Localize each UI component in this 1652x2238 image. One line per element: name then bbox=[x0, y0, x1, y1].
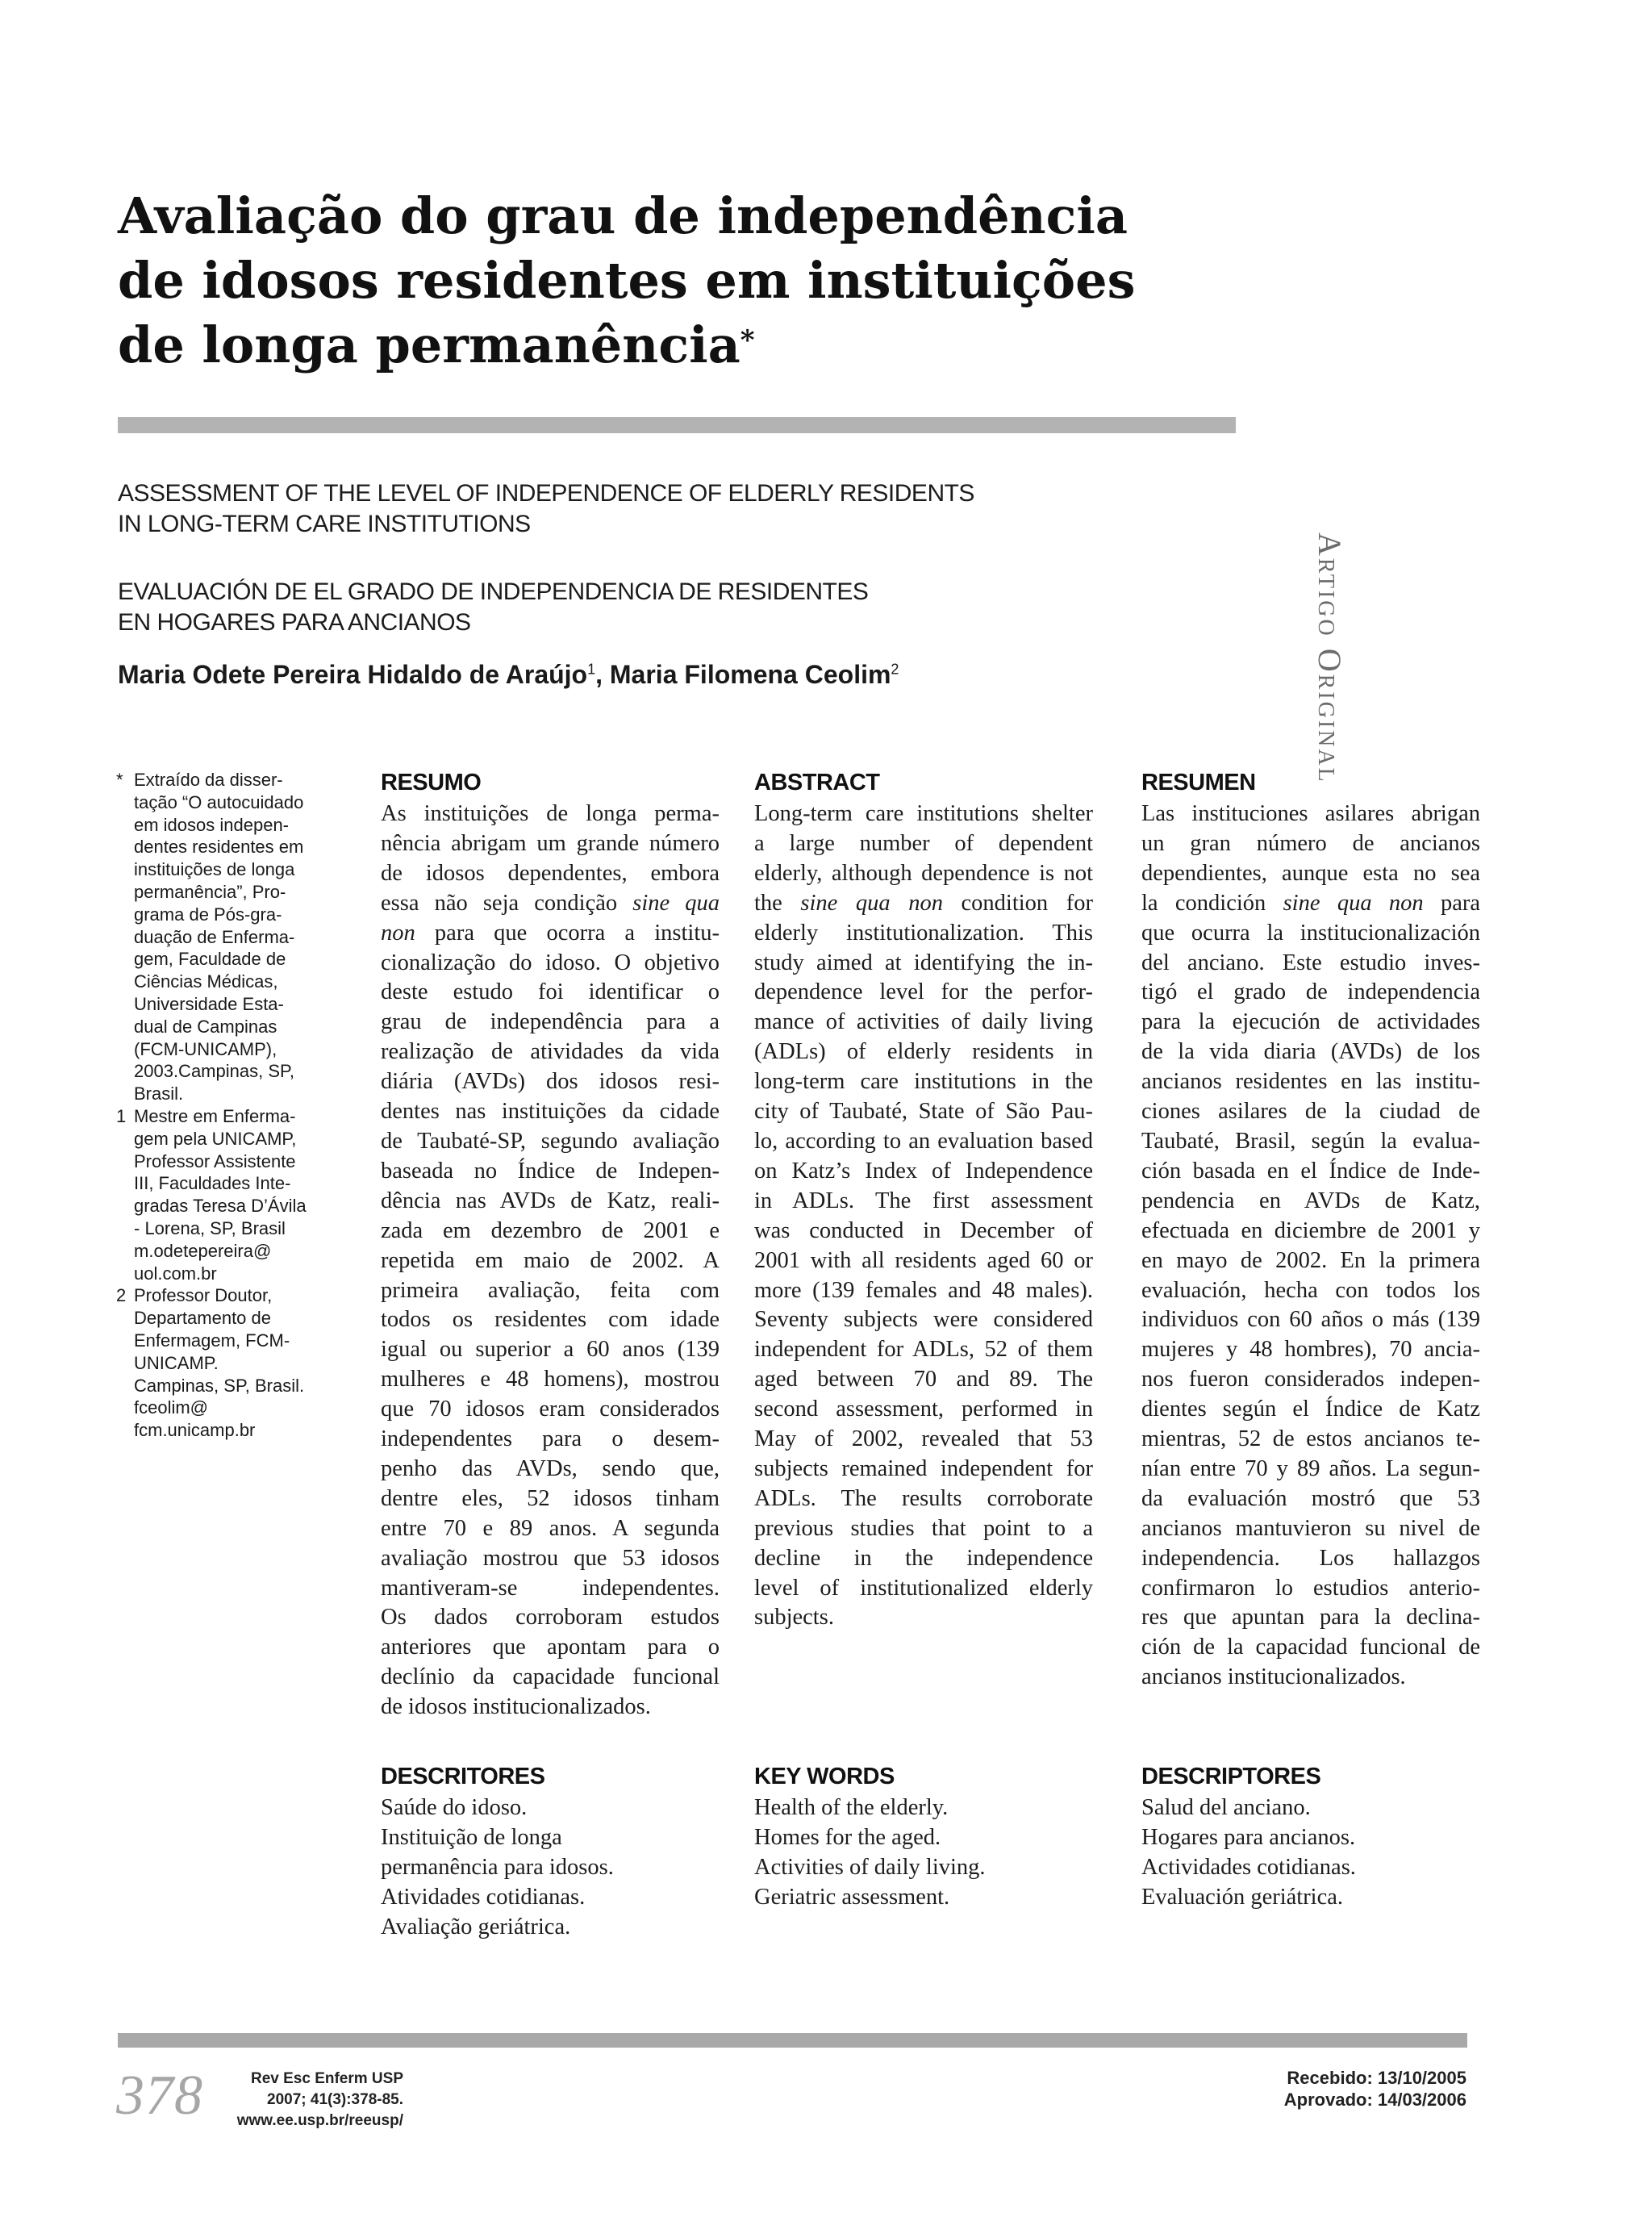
abstract-line: elderly, although dependence is not bbox=[754, 860, 1093, 886]
abstract-line: cionalização do idoso. O objetivo bbox=[381, 950, 720, 975]
subtitle-line: IN LONG-TERM CARE INSTITUTIONS bbox=[118, 511, 531, 537]
journal-url[interactable]: www.ee.usp.br/reeusp/ bbox=[236, 2112, 403, 2129]
abstract-line: previous studies that point to a bbox=[754, 1515, 1093, 1541]
abstract-line: As instituições de longa perma- bbox=[381, 801, 720, 826]
keyword: Instituição de longa bbox=[381, 1824, 562, 1850]
abstract-line: ancianos institucionalizados. bbox=[1141, 1664, 1406, 1690]
footnote-line: gem pela UNICAMP, bbox=[134, 1128, 297, 1149]
abstract-line: deste estudo foi identificar o bbox=[381, 979, 720, 1005]
abstract-line: confirmaron lo estudios anterio- bbox=[1141, 1575, 1480, 1601]
abstract-line: de idosos dependentes, embora bbox=[381, 860, 720, 886]
footnote-line: uol.com.br bbox=[134, 1263, 217, 1284]
abstract-line: second assessment, performed in bbox=[754, 1397, 1093, 1422]
keywords-heading: KEY WORDS bbox=[754, 1764, 895, 1789]
footnote-line: gem, Faculdade de bbox=[134, 949, 286, 970]
abstract-line: del anciano. Este estudio inves- bbox=[1141, 950, 1480, 975]
abstract-line: ancianos residentes en las institu- bbox=[1141, 1069, 1480, 1095]
abstract-line: avaliação mostrou que 53 idosos bbox=[381, 1545, 720, 1571]
footnote-line: fceolim@ bbox=[134, 1397, 209, 1418]
keywords-english bbox=[754, 1763, 1093, 1913]
abstract-body bbox=[754, 800, 1093, 1633]
author-affiliation-mark: 2 bbox=[891, 661, 899, 678]
footnote bbox=[116, 1284, 334, 1442]
abstract-line: nían entre 70 y 89 años. La segun- bbox=[1141, 1455, 1480, 1481]
abstract-line: la condición sine qua non para bbox=[1141, 890, 1480, 916]
section-label: Artigo Original bbox=[1312, 532, 1348, 784]
abstract-heading: RESUMO bbox=[381, 770, 482, 795]
abstract-line: Os dados corroboram estudos bbox=[381, 1605, 720, 1630]
footnote-line: 2003.Campinas, SP, bbox=[134, 1061, 294, 1082]
abstract-line: que ocurra la institucionalización bbox=[1141, 920, 1480, 946]
abstract-line: de la vida diaria (AVDs) de los bbox=[1141, 1039, 1480, 1065]
keyword: Saúde do idoso. bbox=[381, 1795, 528, 1820]
abstract-line: baseada no Índice de Indepen- bbox=[381, 1158, 720, 1184]
abstract-line: anteriores que apontam para o bbox=[381, 1635, 720, 1660]
subtitle-line: EVALUACIÓN DE EL GRADO DE INDEPENDENCIA DE RESIDENTES bbox=[118, 578, 869, 605]
footnote-line: tação “O autocuidado bbox=[134, 791, 304, 812]
abstract-line: res que apuntan para la declina- bbox=[1141, 1605, 1480, 1630]
footnote-line: Departamento de bbox=[134, 1308, 271, 1329]
footnote-line: Mestre em Enferma- bbox=[134, 1105, 296, 1126]
abstract-line: decline in the independence bbox=[754, 1545, 1093, 1571]
abstract-line: de idosos institucionalizados. bbox=[381, 1694, 651, 1720]
abstract-line: aged between 70 and 89. The bbox=[754, 1367, 1093, 1392]
abstract-line: nos fueron considerados indepen- bbox=[1141, 1367, 1480, 1392]
abstract-line: was conducted in December of bbox=[754, 1217, 1093, 1243]
abstract-line: efectuada en diciembre de 2001 y bbox=[1141, 1217, 1480, 1243]
abstract-spanish bbox=[1141, 769, 1480, 1693]
abstract-line: more (139 females and 48 males). bbox=[754, 1277, 1093, 1303]
keyword: Evaluación geriátrica. bbox=[1141, 1884, 1344, 1910]
abstract-line: dientes según el Índice de Katz bbox=[1141, 1397, 1480, 1422]
received-date: Recebido: 13/10/2005 bbox=[1287, 2068, 1466, 2088]
keyword: Health of the elderly. bbox=[754, 1795, 949, 1820]
footnote-mark: 2 bbox=[116, 1285, 127, 1306]
keyword: Hogares para ancianos. bbox=[1141, 1824, 1356, 1850]
abstract-line: subjects. bbox=[754, 1605, 834, 1630]
abstract-line: grau de independência para a bbox=[381, 1009, 720, 1035]
title-footnote-mark: * bbox=[740, 324, 755, 357]
abstract-line: the sine qua non condition for bbox=[754, 890, 1093, 916]
keyword: Homes for the aged. bbox=[754, 1824, 941, 1850]
keywords-portuguese bbox=[381, 1763, 720, 1943]
title-line: de longa permanência* bbox=[118, 315, 755, 374]
abstract-portuguese bbox=[381, 769, 720, 1722]
subtitle-line: EN HOGARES PARA ANCIANOS bbox=[118, 609, 471, 636]
abstract-line: 2001 with all residents aged 60 or bbox=[754, 1247, 1093, 1273]
abstract-line: in ADLs. The first assessment bbox=[754, 1188, 1093, 1213]
abstract-line: Taubaté, Brasil, según la evalua- bbox=[1141, 1128, 1480, 1154]
author-name: Maria Filomena Ceolim bbox=[609, 660, 891, 689]
keyword: permanência para idosos. bbox=[381, 1854, 614, 1880]
footnote-line: grama de Pós-gra- bbox=[134, 904, 282, 925]
abstract-line: igual ou superior a 60 anos (139 bbox=[381, 1337, 720, 1363]
footer-divider bbox=[118, 2033, 1467, 2048]
abstract-line: ciones asilares de la ciudad de bbox=[1141, 1099, 1480, 1125]
footnote-line: Campinas, SP, Brasil. bbox=[134, 1375, 305, 1396]
abstract-line: elderly institutionalization. This bbox=[754, 920, 1093, 946]
abstract-line: de Taubaté-SP, segundo avaliação bbox=[381, 1128, 720, 1154]
footnote-mark: * bbox=[116, 770, 123, 790]
footnote-line: Brasil. bbox=[134, 1084, 184, 1104]
abstract-line: Long-term care institutions shelter bbox=[754, 801, 1093, 826]
author-name: Maria Odete Pereira Hidaldo de Araújo bbox=[118, 660, 588, 689]
abstract-line: diária (AVDs) dos idosos resi- bbox=[381, 1069, 720, 1095]
abstract-line: study aimed at identifying the in- bbox=[754, 950, 1093, 975]
abstract-line: en mayo de 2002. En la primera bbox=[1141, 1247, 1480, 1273]
abstract-line: subjects remained independent for bbox=[754, 1455, 1093, 1481]
keyword: Activities of daily living. bbox=[754, 1854, 986, 1880]
abstract-line: mance of activities of daily living bbox=[754, 1009, 1093, 1035]
keywords-heading: DESCRITORES bbox=[381, 1764, 545, 1789]
abstract-line: ción de la capacidad funcional de bbox=[1141, 1635, 1480, 1660]
footnote-line: III, Faculdades Inte- bbox=[134, 1173, 291, 1194]
abstract-line: level of institutionalized elderly bbox=[754, 1575, 1093, 1601]
abstract-line: independencia. Los hallazgos bbox=[1141, 1545, 1480, 1571]
page-number: 378 bbox=[116, 2065, 203, 2127]
footnote-line: Professor Assistente bbox=[134, 1150, 296, 1171]
subtitle-line: ASSESSMENT OF THE LEVEL OF INDEPENDENCE OF ELDERLY RESIDENTS bbox=[118, 480, 974, 507]
keyword-list bbox=[1141, 1793, 1480, 1913]
title-line: de idosos residentes em instituições bbox=[118, 251, 1136, 310]
footnote-line: dentes residentes em bbox=[134, 837, 304, 858]
abstract-body bbox=[1141, 800, 1480, 1693]
keywords-heading: DESCRIPTORES bbox=[1141, 1764, 1321, 1789]
abstract-line: independent for ADLs, 52 of them bbox=[754, 1337, 1093, 1363]
footnote-line: Enfermagem, FCM- bbox=[134, 1330, 290, 1351]
abstract-line: dependientes, aunque esta no sea bbox=[1141, 860, 1480, 886]
footnote-line: - Lorena, SP, Brasil bbox=[134, 1217, 286, 1238]
article-title bbox=[118, 184, 1231, 378]
abstract-line: May of 2002, revealed that 53 bbox=[754, 1426, 1093, 1452]
abstract-line: dentes nas instituições da cidade bbox=[381, 1099, 720, 1125]
abstract-line: lo, according to an evaluation based bbox=[754, 1128, 1093, 1154]
footnote-line: em idosos indepen- bbox=[134, 814, 290, 835]
abstract-line: repetida em maio de 2002. A bbox=[381, 1247, 720, 1273]
abstract-body bbox=[381, 800, 720, 1722]
journal-citation bbox=[226, 2069, 403, 2132]
abstract-line: ancianos mantuvieron su nivel de bbox=[1141, 1515, 1480, 1541]
abstract-line: mientras, 52 de estos ancianos te- bbox=[1141, 1426, 1480, 1452]
title-line: Avaliação do grau de independência bbox=[118, 186, 1128, 245]
abstract-line: un gran número de ancianos bbox=[1141, 830, 1480, 856]
abstract-line: essa não seja condição sine qua bbox=[381, 890, 720, 916]
footnote-line: Professor Doutor, bbox=[134, 1285, 273, 1306]
footnote-line: fcm.unicamp.br bbox=[134, 1420, 256, 1441]
abstract-line: individuos con 60 años o más (139 bbox=[1141, 1307, 1480, 1333]
abstract-line: Seventy subjects were considered bbox=[754, 1307, 1093, 1333]
keywords-spanish bbox=[1141, 1763, 1480, 1913]
subtitle-spanish bbox=[118, 577, 1231, 638]
footnote bbox=[116, 769, 334, 1105]
keyword: Salud del anciano. bbox=[1141, 1795, 1311, 1820]
abstract-line: para la ejecución de actividades bbox=[1141, 1009, 1480, 1035]
abstract-line: on Katz’s Index of Independence bbox=[754, 1158, 1093, 1184]
footnote-line: Extraído da disser- bbox=[134, 770, 283, 790]
abstract-english bbox=[754, 769, 1093, 1633]
abstract-line: city of Taubaté, State of São Pau- bbox=[754, 1099, 1093, 1125]
footnote-line: instituições de longa bbox=[134, 859, 295, 880]
footnote bbox=[116, 1105, 334, 1284]
footnote-line: duação de Enferma- bbox=[134, 926, 295, 947]
submission-dates bbox=[1145, 2067, 1466, 2111]
journal-line: Rev Esc Enferm USP bbox=[250, 2070, 403, 2087]
footnote-line: UNICAMP. bbox=[134, 1352, 219, 1373]
abstract-line: mantiveram-se independentes. bbox=[381, 1575, 720, 1601]
abstract-line: da evaluación mostró que 53 bbox=[1141, 1485, 1480, 1511]
abstract-line: ADLs. The results corroborate bbox=[754, 1485, 1093, 1511]
keyword-list bbox=[754, 1793, 1093, 1913]
abstract-line: pendencia en AVDs de Katz, bbox=[1141, 1188, 1480, 1213]
footnote-line: permanência”, Pro- bbox=[134, 881, 286, 902]
footnote-line: Ciências Médicas, bbox=[134, 971, 278, 992]
journal-line: 2007; 41(3):378-85. bbox=[267, 2091, 403, 2108]
author-affiliation-mark: 1 bbox=[587, 661, 596, 678]
abstract-line: mulheres e 48 homens), mostrou bbox=[381, 1367, 720, 1392]
abstract-line: non para que ocorra a institu- bbox=[381, 920, 720, 946]
footnote-line: (FCM-UNICAMP), bbox=[134, 1038, 277, 1059]
abstract-line: long-term care institutions in the bbox=[754, 1069, 1093, 1095]
abstract-line: independentes para o desem- bbox=[381, 1426, 720, 1452]
abstract-line: primeira avaliação, feita com bbox=[381, 1277, 720, 1303]
abstract-line: dência nas AVDs de Katz, reali- bbox=[381, 1188, 720, 1213]
abstract-line: entre 70 e 89 anos. A segunda bbox=[381, 1515, 720, 1541]
title-divider bbox=[118, 417, 1236, 433]
abstract-line: dentre eles, 52 idosos tinham bbox=[381, 1485, 720, 1511]
keyword-list bbox=[381, 1793, 720, 1943]
abstract-line: que 70 idosos eram considerados bbox=[381, 1397, 720, 1422]
abstract-line: dependence level for the perfor- bbox=[754, 979, 1093, 1005]
abstract-line: realização de atividades da vida bbox=[381, 1039, 720, 1065]
abstract-heading: ABSTRACT bbox=[754, 770, 880, 795]
abstract-line: a large number of dependent bbox=[754, 830, 1093, 856]
abstract-line: declínio da capacidade funcional bbox=[381, 1664, 720, 1690]
footnote-line: gradas Teresa D’Ávila bbox=[134, 1196, 307, 1217]
abstract-line: zada em dezembro de 2001 e bbox=[381, 1217, 720, 1243]
abstract-line: todos os residentes com idade bbox=[381, 1307, 720, 1333]
footnotes bbox=[116, 769, 334, 1442]
abstract-line: penho das AVDs, sendo que, bbox=[381, 1455, 720, 1481]
keyword: Atividades cotidianas. bbox=[381, 1884, 586, 1910]
abstract-line: nência abrigam um grande número bbox=[381, 830, 720, 856]
author-list bbox=[118, 660, 1231, 690]
abstract-line: ción basada en el Índice de Inde- bbox=[1141, 1158, 1480, 1184]
footnote-line: Universidade Esta- bbox=[134, 993, 284, 1014]
footnote-line: dual de Campinas bbox=[134, 1016, 277, 1037]
abstract-line: evaluación, hecha con todos los bbox=[1141, 1277, 1480, 1303]
abstract-line: mujeres y 48 hombres), 70 ancia- bbox=[1141, 1337, 1480, 1363]
abstract-heading: RESUMEN bbox=[1141, 770, 1256, 795]
subtitle-english bbox=[118, 478, 1231, 540]
abstract-line: tigó el grado de independencia bbox=[1141, 979, 1480, 1005]
footnote-line: m.odetepereira@ bbox=[134, 1240, 272, 1261]
keyword: Actividades cotidianas. bbox=[1141, 1854, 1356, 1880]
abstract-line: Las instituciones asilares abrigan bbox=[1141, 801, 1480, 826]
approved-date: Aprovado: 14/03/2006 bbox=[1283, 2090, 1466, 2110]
abstract-line: (ADLs) of elderly residents in bbox=[754, 1039, 1093, 1065]
keyword: Geriatric assessment. bbox=[754, 1884, 950, 1910]
keyword: Avaliação geriátrica. bbox=[381, 1914, 571, 1939]
footnote-mark: 1 bbox=[116, 1105, 127, 1126]
author-separator: , bbox=[595, 660, 610, 689]
